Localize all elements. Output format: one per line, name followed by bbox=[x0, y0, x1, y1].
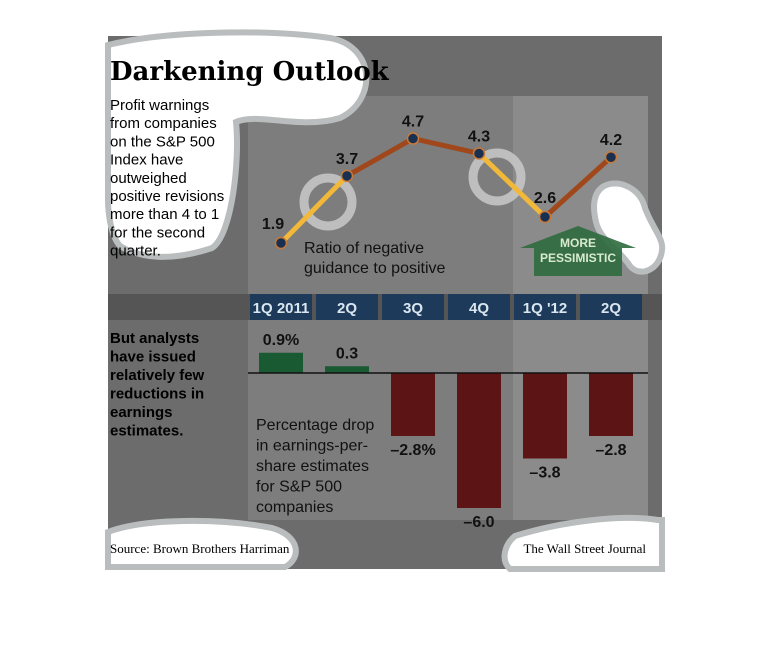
bar-subtitle-line-5: earnings bbox=[110, 404, 173, 421]
bar-subtitle-line-3: relatively few bbox=[110, 367, 205, 384]
line-value-label: 4.2 bbox=[599, 132, 623, 150]
bar-value-label: 0.3 bbox=[335, 345, 359, 363]
line-point bbox=[474, 148, 485, 159]
x-tick-label: 4Q bbox=[468, 300, 490, 317]
bar-annotation-line-5: companies bbox=[256, 499, 334, 516]
line-subtitle-line-5: outweighed bbox=[110, 169, 187, 187]
line-subtitle-line-3: on the S&P 500 bbox=[110, 133, 215, 151]
line-subtitle-line-6: positive revisions bbox=[110, 188, 225, 205]
line-subtitle-line-8: for the second bbox=[110, 224, 206, 242]
chart-title: Darkening Outlook bbox=[110, 57, 389, 87]
line-point bbox=[408, 133, 419, 144]
line-subtitle-line-7: more than 4 to 1 bbox=[110, 206, 220, 224]
bar-annotation-line-2: in earnings-per- bbox=[256, 437, 369, 455]
bar-value-label: –2.8 bbox=[595, 442, 627, 459]
source-note: Source: Brown Brothers Harriman bbox=[110, 541, 290, 556]
bar-subtitle-line-4: reductions in bbox=[110, 385, 205, 403]
bar-annotation-line-4: for S&P 500 bbox=[256, 478, 342, 496]
bar-value-label: –3.8 bbox=[529, 464, 561, 482]
bar bbox=[325, 366, 369, 373]
line-point bbox=[606, 152, 617, 163]
callout-line-2: PESSIMISTIC bbox=[539, 251, 617, 265]
bar-value-label: 0.9% bbox=[262, 331, 300, 349]
line-subtitle-line-2: from companies bbox=[110, 115, 217, 133]
bar-value-label: –6.0 bbox=[463, 514, 495, 531]
bar-subtitle-line-2: have issued bbox=[110, 348, 196, 366]
bar bbox=[259, 353, 303, 373]
line-subtitle-line-9: quarter. bbox=[110, 242, 161, 260]
line-point bbox=[276, 238, 287, 249]
line-annotation-line-1: Ratio of negative bbox=[304, 240, 425, 257]
credit-note: The Wall Street Journal bbox=[523, 541, 646, 556]
x-tick-label: 2Q bbox=[600, 300, 622, 317]
line-annotation-line-2: guidance to positive bbox=[304, 260, 446, 277]
line-value-label: 1.9 bbox=[261, 216, 285, 233]
bar-annotation-line-1: Percentage drop bbox=[256, 417, 375, 434]
line-point bbox=[342, 170, 353, 181]
x-tick-label: 2Q bbox=[336, 300, 358, 317]
line-value-label: 3.7 bbox=[335, 150, 359, 168]
bar-subtitle-line-6: estimates. bbox=[110, 422, 184, 440]
callout-line-1: MORE bbox=[560, 236, 596, 250]
line-point bbox=[540, 211, 551, 222]
line-value-label: 4.7 bbox=[401, 113, 425, 131]
bar bbox=[523, 373, 567, 459]
line-subtitle-line-1: Profit warnings bbox=[110, 97, 210, 114]
bar-subtitle-line-1: But analysts bbox=[110, 330, 200, 347]
line-value-label: 2.6 bbox=[533, 189, 557, 207]
line-subtitle-line-4: Index have bbox=[110, 151, 184, 169]
x-tick-label: 1Q 2011 bbox=[252, 300, 310, 317]
bar bbox=[391, 373, 435, 436]
line-value-label: 4.3 bbox=[467, 128, 491, 146]
bar bbox=[457, 373, 501, 508]
x-tick-label: 3Q bbox=[402, 300, 424, 317]
bar bbox=[589, 373, 633, 436]
bar-annotation-line-3: share estimates bbox=[256, 458, 369, 475]
bar-value-label: –2.8% bbox=[390, 442, 436, 459]
x-tick-label: 1Q '12 bbox=[522, 300, 568, 317]
